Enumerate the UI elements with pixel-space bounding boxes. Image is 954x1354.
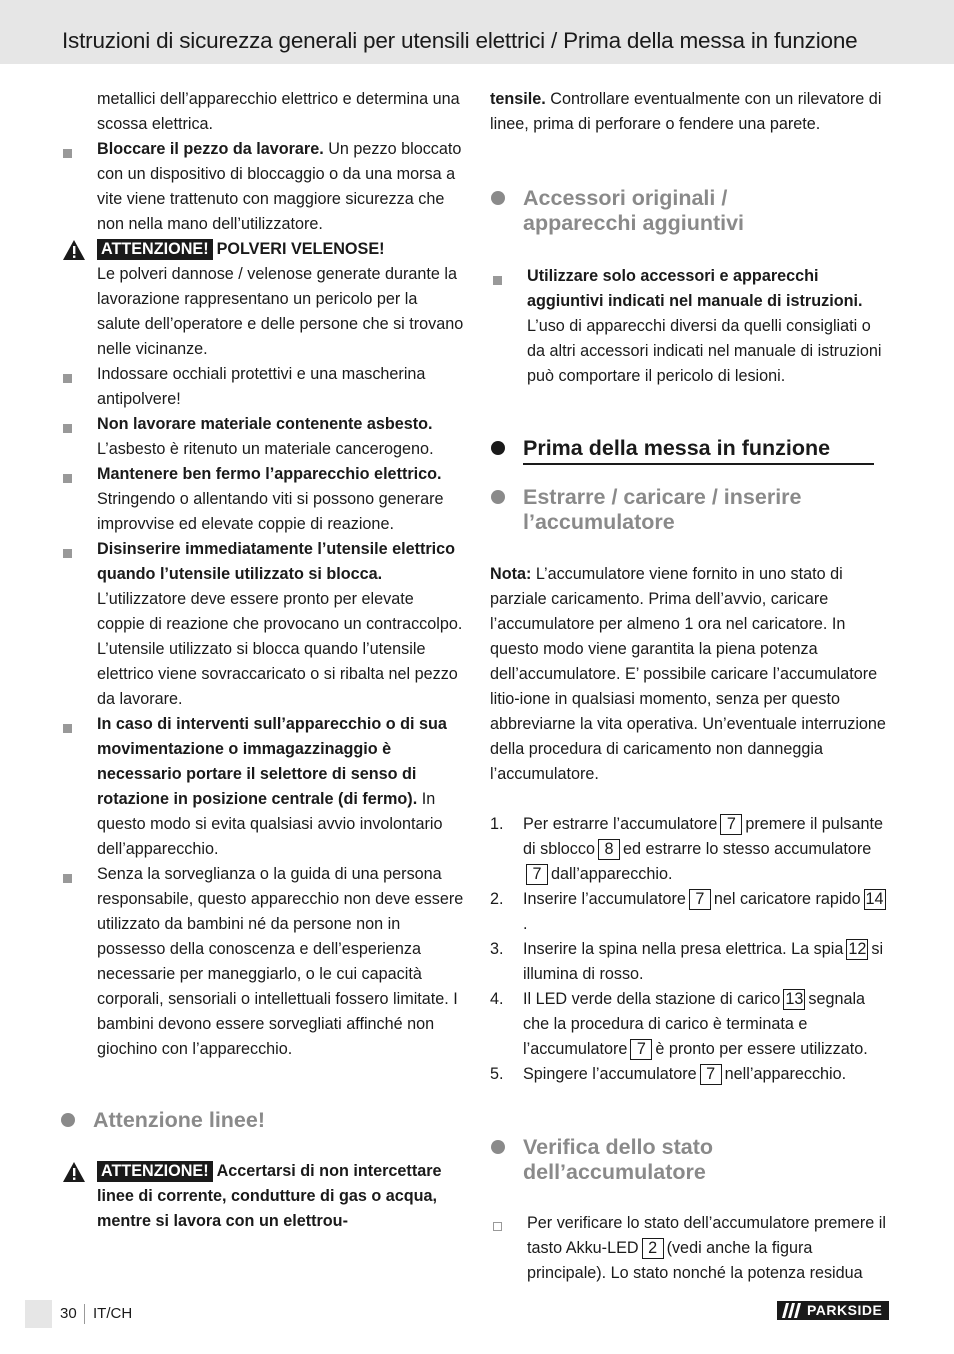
step-item	[490, 987, 892, 1062]
reference-number: 7	[720, 814, 742, 835]
list-item	[60, 362, 465, 412]
right-column	[490, 87, 892, 1286]
warning-block	[60, 237, 465, 362]
note-paragraph	[490, 562, 892, 787]
step-number: 1.	[490, 815, 504, 833]
heading-line: l’accumulatore	[523, 510, 675, 534]
section-heading-battery	[490, 485, 892, 535]
heading-line: Accessori originali /	[523, 186, 728, 210]
reference-number: 7	[526, 864, 548, 885]
warning-triangle-icon	[62, 1161, 86, 1183]
bullet-square-icon	[63, 724, 72, 733]
step-text: Il LED verde della stazione di carico	[523, 990, 781, 1008]
reference-number: 2	[642, 1238, 664, 1259]
item-text: Per verificare lo stato dell’accumulatore premere il tasto Akku-LED	[527, 1214, 886, 1257]
list-item	[60, 412, 465, 462]
attention-badge: ATTENZIONE!	[97, 1161, 213, 1182]
chapter-heading	[490, 434, 892, 465]
continued-paragraph	[490, 87, 892, 137]
left-column	[60, 87, 465, 1234]
reference-number: 7	[689, 889, 711, 910]
list-item	[490, 264, 892, 389]
bullet-square-icon	[63, 149, 72, 158]
note-text: L’accumulatore viene fornito in uno stato di parziale caricamento. Prima dell’avvio, caricare l’accumulatore per almeno 1 ora nel caricatore. In questo modo viene garantita la piena potenza dell’accumulatore. E’ possibile caricare l’accumulatore litio-ione in qualsiasi momento, senza per questo abbreviarne la vita operativa. Un’eventuale interruzione della procedura di caricamento non danneggia l’accumulatore.	[490, 565, 886, 783]
step-text: dall’apparecchio.	[551, 865, 673, 883]
step-item	[490, 887, 892, 937]
reference-number: 7	[630, 1039, 652, 1060]
item-text: Senza la sorveglianza o la guida di una persona responsabile, questo apparecchio non deve essere utilizzato da bambini né da persone non in possesso della conoscenza e dell’esperienza necessarie per maneggiarlo, o le cui capacità corporali, sensoriali o intellettuali fossero limitate. I bambini devono essere sorvegliati affinché non giochino con l’apparecchio.	[97, 865, 464, 1058]
item-bold-text: Bloccare il pezzo da lavorare.	[97, 140, 324, 158]
heading-line: Verifica dello stato	[523, 1135, 713, 1159]
item-text: L’utilizzatore deve essere pronto per elevate coppie di reazione che provocano un contraccolpo. L’utensile utilizzato si blocca quando l’utensile elettrico viene sovraccaricato o si ribalta nel pezzo da lavorare.	[97, 590, 463, 708]
heading-text: Prima della messa in funzione	[523, 436, 831, 460]
section-heading-lines	[60, 1108, 465, 1133]
logo-slashes-icon	[781, 1301, 805, 1320]
step-text: si illumina di rosso.	[523, 940, 884, 983]
bullet-outline-square-icon	[493, 1222, 502, 1231]
step-item	[490, 937, 892, 987]
page-number-tab	[25, 1300, 52, 1328]
bullet-square-icon	[63, 474, 72, 483]
note-label: Nota:	[490, 565, 532, 583]
continued-paragraph: metallici dell’apparecchio elettrico e determina una scossa elettrica.	[97, 90, 460, 133]
list-item	[60, 712, 465, 862]
heading-dot-icon	[61, 1113, 75, 1127]
heading-underline	[523, 463, 874, 465]
warning-block	[60, 1159, 465, 1234]
heading-dot-icon	[491, 490, 505, 504]
brand-logo	[777, 1301, 889, 1320]
warning-triangle-icon	[62, 239, 86, 261]
bullet-square-icon	[493, 276, 502, 285]
step-number: 2.	[490, 890, 504, 908]
bullet-square-icon	[63, 874, 72, 883]
footer-divider	[84, 1304, 85, 1324]
heading-text: Attenzione linee!	[93, 1108, 266, 1132]
item-text: Stringendo o allentando viti si possono generare improvvise ed elevate coppie di reazione.	[97, 490, 444, 533]
step-text: nel caricatore rapido	[713, 890, 861, 908]
item-text: L’uso di apparecchi diversi da quelli consigliati o da altri accessori indicati nel manuale di istruzioni può comportare il pericolo di lesioni.	[527, 317, 882, 385]
item-text: L’asbesto è ritenuto un materiale cancerogeno.	[97, 440, 434, 458]
heading-line: Estrarre / caricare / inserire	[523, 485, 802, 509]
step-text: Spingere l’accumulatore	[523, 1065, 697, 1083]
item-bold-text: Disinserire immediatamente l’utensile elettrico quando l’utensile utilizzato si blocca.	[97, 540, 456, 583]
page-number: 30	[60, 1305, 77, 1322]
item-bold-text: In caso di interventi sull’apparecchio o di sua movimentazione o immagazzinaggio è necessario portare il selettore di senso di rotazione in posizione centrale (di fermo).	[97, 715, 447, 808]
page-header	[0, 0, 954, 64]
heading-dot-icon	[491, 441, 505, 455]
step-text: Inserire la spina nella presa elettrica. La spia	[523, 940, 844, 958]
item-bold-text: Mantenere ben fermo l’apparecchio elettrico.	[97, 465, 442, 483]
warning-bold-text: Accertarsi di non intercettare linee di corrente, condutture di gas o acqua, mentre si lavora con un elettrou-	[97, 1162, 442, 1230]
reference-number: 12	[848, 940, 867, 958]
reference-number: 14	[865, 890, 884, 908]
reference-number: 8	[598, 839, 620, 860]
bullet-square-icon	[63, 374, 72, 383]
item-text: In questo modo si evita qualsiasi avvio involontario dell’apparecchio.	[97, 790, 443, 858]
step-text: nell’apparecchio.	[724, 1065, 847, 1083]
bullet-square-icon	[63, 549, 72, 558]
brand-name: PARKSIDE	[807, 1302, 883, 1318]
step-item	[490, 1062, 892, 1087]
item-text: Indossare occhiali protettivi e una mascherina antipolvere!	[97, 365, 426, 408]
step-text: è pronto per essere utilizzato.	[655, 1040, 868, 1058]
attention-badge: ATTENZIONE!	[97, 239, 213, 260]
warning-title: POLVERI VELENOSE!	[216, 240, 385, 258]
step-text: .	[523, 915, 528, 933]
list-item	[60, 862, 465, 1062]
step-text: ed estrarre lo stesso accumulatore	[622, 840, 872, 858]
heading-dot-icon	[491, 1140, 505, 1154]
list-item	[490, 1211, 892, 1286]
bullet-square-icon	[63, 424, 72, 433]
heading-line: apparecchi aggiuntivi	[523, 211, 745, 235]
list-item	[60, 537, 465, 712]
item-text: Un pezzo bloccato con un dispositivo di bloccaggio o da una morsa a vite viene trattenuto con maggiore sicurezza che non nella mano dell’utilizzatore.	[97, 140, 462, 233]
list-item	[60, 137, 465, 237]
step-text: premere il pulsante di sblocco	[523, 815, 883, 858]
heading-dot-icon	[491, 191, 505, 205]
reference-number: 13	[785, 990, 804, 1008]
heading-line: dell’accumulatore	[523, 1160, 706, 1184]
continued-bold: tensile.	[490, 90, 546, 108]
item-text: (vedi anche la figura principale). Lo stato nonché la potenza residua	[527, 1239, 863, 1282]
section-heading-accessories	[490, 186, 892, 236]
section-heading-verify	[490, 1135, 892, 1185]
item-bold-text: Non lavorare materiale contenente asbesto.	[97, 415, 433, 433]
step-number: 3.	[490, 940, 504, 958]
reference-number: 7	[700, 1064, 722, 1085]
page-title: Istruzioni di sicurezza generali per utensili elettrici / Prima della messa in funzione	[62, 28, 858, 53]
step-number: 5.	[490, 1065, 504, 1083]
language-code: IT/CH	[93, 1305, 133, 1322]
step-number: 4.	[490, 990, 504, 1008]
list-item	[60, 462, 465, 537]
step-item	[490, 812, 892, 887]
step-text: Inserire l’accumulatore	[523, 890, 686, 908]
step-text: Per estrarre l’accumulatore	[523, 815, 718, 833]
warning-text: Le polveri dannose / velenose generate durante la lavorazione rappresentano un pericolo per la salute dell’operatore e delle persone che si trovano nelle vicinanze.	[97, 265, 464, 358]
step-text: segnala che la procedura di carico è terminata e l’accumulatore	[523, 990, 866, 1058]
item-bold-text: Utilizzare solo accessori e apparecchi aggiuntivi indicati nel manuale di istruzioni.	[527, 267, 863, 310]
continued-text: Controllare eventualmente con un rilevatore di linee, prima di perforare o fendere una parete.	[490, 90, 882, 133]
